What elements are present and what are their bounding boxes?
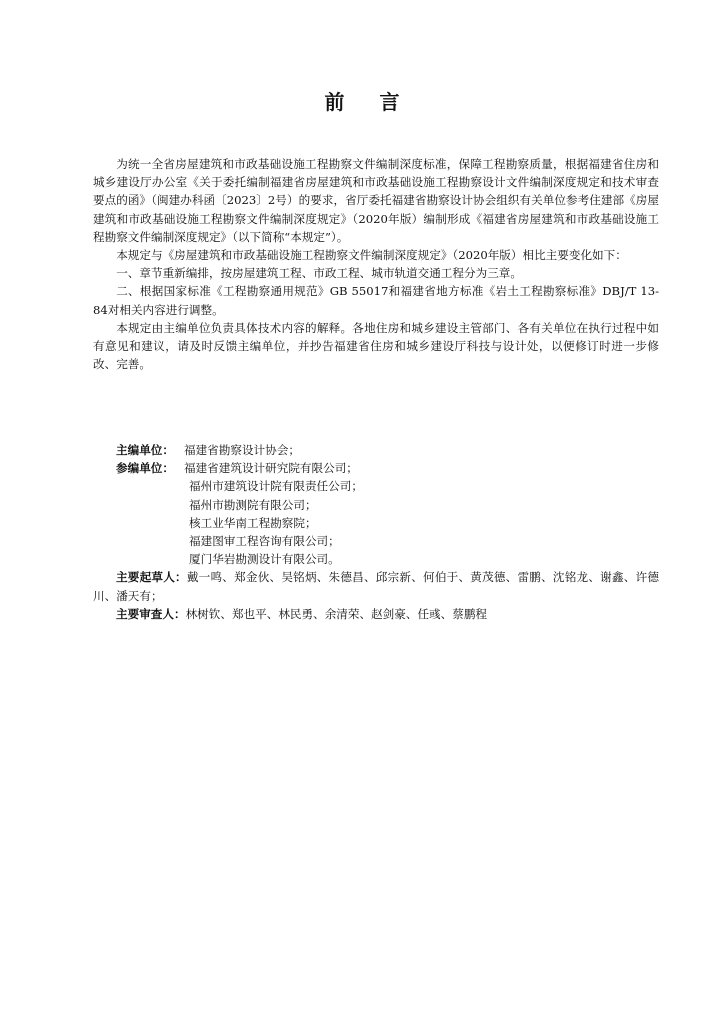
paragraph-change-1: 一、章节重新编排，按房屋建筑工程、市政工程、城市轨道交通工程分为三章。 xyxy=(116,266,522,281)
paragraph-purpose: 为统一全省房屋建筑和市政基础设施工程勘察文件编制深度标准，保障工程勘察质量，根据福建省住房和城乡建设厅办公室《关于委托编制福建省房屋建筑和市政基础设施工程勘察设计文件编制深度规定和技术审查要点的函》（闽建办科函〔2023〕2号）的要求，省厅委托福建省勘察设计协会组织有关单位参考住建部《房屋建筑和市政基础设施工程勘察文件编制深度规定》（2020年版）编制形成《福建省房屋建筑和市政基础设施工程勘察文件编制深度规定》（以下简称“本规定”）。 xyxy=(93,157,659,244)
participating-item: 福州市建筑设计院有限责任公司； xyxy=(189,479,363,494)
participating-item: 福州市勘测院有限公司； xyxy=(189,497,317,512)
drafters-row xyxy=(93,568,659,604)
credits-section xyxy=(93,441,659,623)
participating-item: 厦门华岩勘测设计有限公司。 xyxy=(189,552,340,567)
drafters-value: 戴一鸣、郑金伙、吴铭炳、朱德昌、邱宗新、何伯于、黄茂德、雷鹏、沈铭龙、谢鑫、许德川、潘天有； xyxy=(93,570,659,603)
reviewers-row xyxy=(93,605,659,623)
drafters-label: 主要起草人： xyxy=(116,570,187,585)
page-title: 前 言 xyxy=(324,90,414,114)
chief-editor-row xyxy=(93,441,659,459)
participating-item: 核工业华南工程勘察院； xyxy=(189,515,317,530)
chief-editor-label: 主编单位： xyxy=(116,443,174,457)
participating-row xyxy=(93,459,659,477)
reviewers-label: 主要审查人： xyxy=(116,606,186,621)
reviewers-value: 林树钦、郑也平、林民勇、余清荣、赵剑豪、任彧、蔡鹏程 xyxy=(185,606,488,621)
participating-label: 参编单位： xyxy=(116,461,174,476)
participating-item: 福建图审工程咨询有限公司； xyxy=(189,534,340,549)
paragraph-interpretation: 本规定由主编单位负责具体技术内容的解释。各地住房和城乡建设主管部门、各有关单位在执行过程中如有意见和建议，请及时反馈主编单位，并抄告福建省住房和城乡建设厅科技与设计处，以便修订时进一步修改、完善。 xyxy=(93,320,659,372)
chief-editor-value: 福建省勘察设计协会； xyxy=(183,443,300,457)
paragraph-change-2: 二、根据国家标准《工程勘察通用规范》GB 55017和福建省地方标准《岩土工程勘察标准》DBJ/T 13-84对相关内容进行调整。 xyxy=(93,284,659,317)
participating-list xyxy=(93,477,659,568)
participating-value-first: 福建省建筑设计研究院有限公司； xyxy=(183,461,358,476)
preface-body xyxy=(93,155,659,373)
paragraph-changes-intro: 本规定与《房屋建筑和市政基础设施工程勘察文件编制深度规定》（2020年版）相比主要变化如下： xyxy=(116,248,627,263)
